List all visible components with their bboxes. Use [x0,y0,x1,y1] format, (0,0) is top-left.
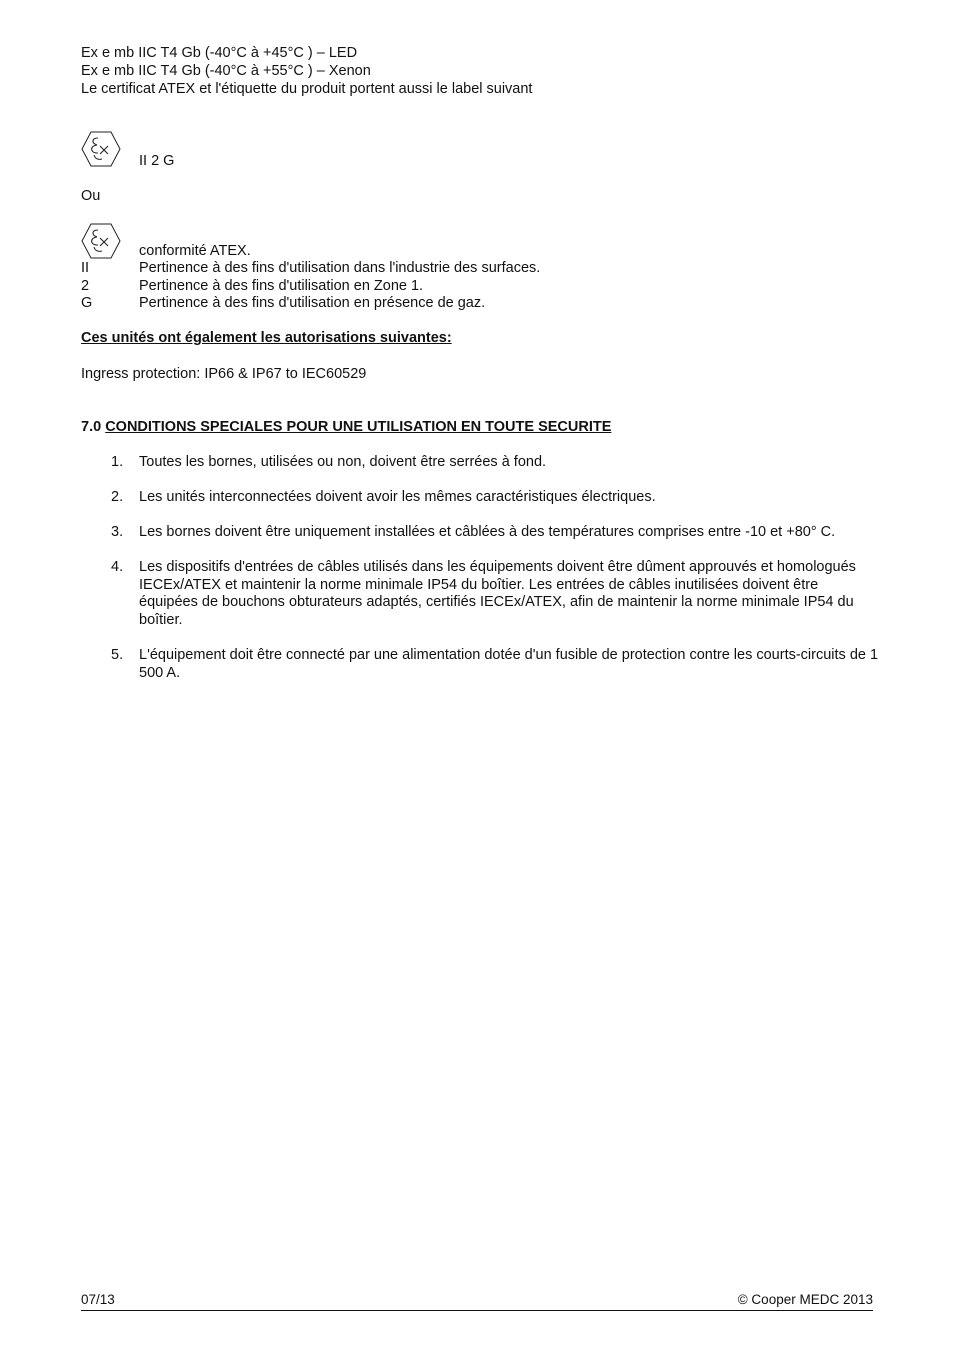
list-item-text: Les bornes doivent être uniquement installées et câblées à des températures comprises entre -10 et +80° C. [139,524,836,540]
label-one-text: II 2 G [139,153,175,169]
footer-date: 07/13 [81,1292,115,1307]
ingress-protection: Ingress protection: IP66 & IP67 to IEC60529 [81,366,367,382]
list-item-text: Toutes les bornes, utilisées ou non, doivent être serrées à fond. [139,454,547,470]
list-item-number: 1. [111,454,124,470]
code: G [81,295,93,311]
conformity-text: conformité ATEX. [139,243,251,259]
list-item-text: Les unités interconnectées doivent avoir les mêmes caractéristiques électriques. [139,489,656,505]
authorizations-heading: Ces unités ont également les autorisations suivantes: [81,330,452,346]
list-item-text: L'équipement doit être connecté par une alimentation dotée d'un fusible de protection contre les courts-circuits de 1 500 A. [139,647,879,681]
or-text: Ou [81,188,101,204]
header-line-3: Le certificat ATEX et l'étiquette du produit portent aussi le label suivant [81,81,533,97]
header-line-1: Ex e mb IIC T4 Gb (-40°C à +45°C ) – LED [81,45,358,61]
footer-copyright: © Cooper MEDC 2013 [737,1292,873,1307]
list-item-number: 5. [111,647,124,663]
section-title: CONDITIONS SPECIALES POUR UNE UTILISATION EN TOUTE SECURITE [105,419,612,435]
code-description: Pertinence à des fins d'utilisation en présence de gaz. [139,295,486,311]
list-item-number: 3. [111,524,124,540]
list-item-number: 4. [111,559,124,575]
code: II [81,260,90,276]
code-description: Pertinence à des fins d'utilisation dans l'industrie des surfaces. [139,260,541,276]
section-number: 7.0 [81,419,102,435]
page-footer [81,1292,873,1311]
ex-atex-icon [81,131,121,167]
header-line-2: Ex e mb IIC T4 Gb (-40°C à +55°C ) – Xenon [81,63,371,79]
code-description: Pertinence à des fins d'utilisation en Zone 1. [139,278,424,294]
list-item-number: 2. [111,489,124,505]
section-heading [81,418,611,436]
list-item-text: Les dispositifs d'entrées de câbles utilisés dans les équipements doivent être dûment approuvés et homologués IECEx/ATEX et maintenir la norme minimale IP54 du boîtier. Les entrées de câbles inutilisées doivent être équipées de bouchons obturateurs adaptés, certifiés IECEx/ATEX, afin de maintenir la norme minimale IP54 du boîtier. [139,559,856,628]
ex-atex-icon [81,223,121,259]
code: 2 [81,278,90,294]
